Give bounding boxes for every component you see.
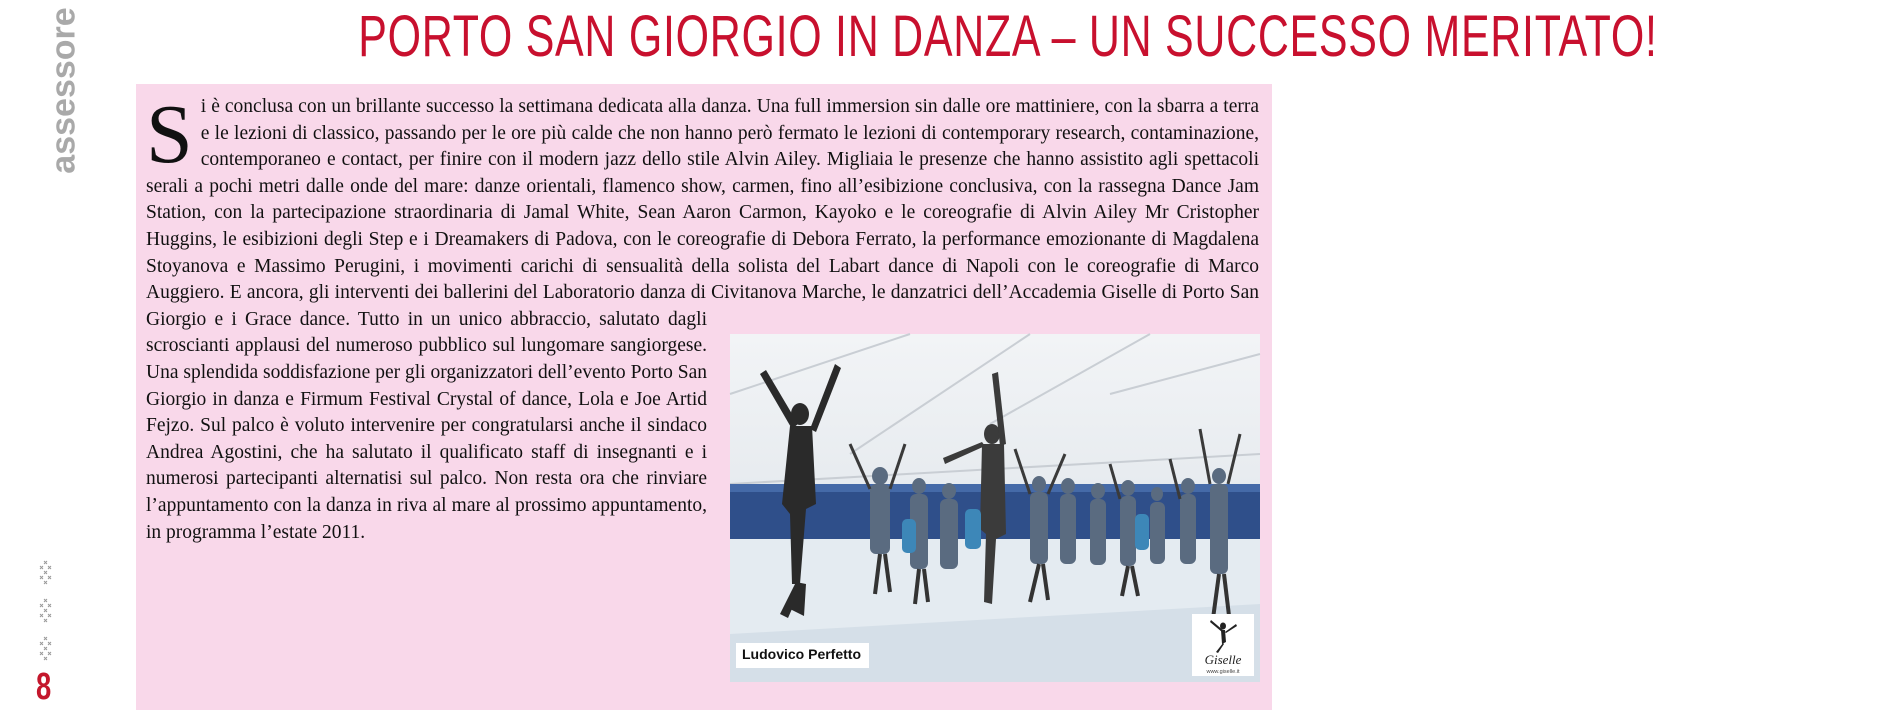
drop-cap: S (146, 88, 193, 181)
section-label (42, 8, 86, 173)
article-title (130, 2, 1658, 72)
page-number: 8 (36, 666, 52, 708)
cross-stitch-ornament-icon (34, 560, 58, 586)
giselle-logo (1192, 614, 1254, 676)
logo-text: Giselle (1204, 652, 1242, 667)
article-title-text: PORTO SAN GIORGIO IN DANZA – UN SUCCESSO MERITATO! (358, 4, 1658, 69)
cross-stitch-ornament-icon (34, 636, 58, 662)
logo-url: www.giselle.it (1206, 669, 1240, 675)
photo-credit (736, 643, 869, 668)
dance-class-photo (730, 334, 1260, 682)
article-body-text: i è conclusa con un brillante successo la settimana dedicata alla danza. Una full immersion sin dalle ore mattiniere, con la sbarra a terra e le lezioni di classico, passando per le ore più calde che non hanno però fermato le lezioni di contemporary research, contaminazione, contemporaneo e contact, per finire con il modern jazz dello stile Alvin Ailey. Migliaia le presenze che hanno assistito agli spettacoli serali a pochi metri dalle onde del mare: danze orientali, flamenco show, carmen, fino all’esibizione conclusiva, con la rassegna Dance Jam Station, con la partecipazione straordinaria di Jamal White, Sean Aaron Carmon, Kayoko e le coreografie di Alvin Ailey Mr Cristopher Huggins, le esibizioni degli Step e i Dreamakers di Padova, con le coreografie di Debora Ferrato, la performance emozionante di Magdalena Stoyanova e Massimo Perugini, i movimenti carichi di sensualità della solista del Labart dance di Napoli con le coreografie di Marco Auggiero. E ancora, gli interventi dei ballerini del Laboratorio danza di Civitanova Marche, le danzatrici dell’Accademia Giselle di Porto San Giorgio e i Grace dance. Tutto in un unico abbraccio, salutato dagli scroscianti applausi del numeroso pubblico sul lungomare sangiorgese. Una splendida soddisfazione per gli organizzatori dell’evento Porto San Giorgio in danza e Firmum Festival Crystal of dance, Lola e Joe Artid Fejzo. Sul palco è voluto intervenire per congratularsi anche il sindaco Andrea Agostini, che ha salutato il qualificato staff di insegnanti e i numerosi partecipanti alternatisi sul palco. Non resta ora che rinviare l’appuntamento con la danza in riva al mare al prossimo appuntamento, in programma l’estate 2011. (146, 96, 1259, 543)
sidebar (0, 0, 100, 725)
section-label-text: assessore (44, 7, 83, 174)
photo-illustration (730, 334, 1260, 682)
cross-stitch-ornament-icon (34, 598, 58, 624)
dancer-logo-icon (1192, 614, 1254, 676)
photo-credit-name: Ludovico Perfetto (742, 646, 862, 662)
